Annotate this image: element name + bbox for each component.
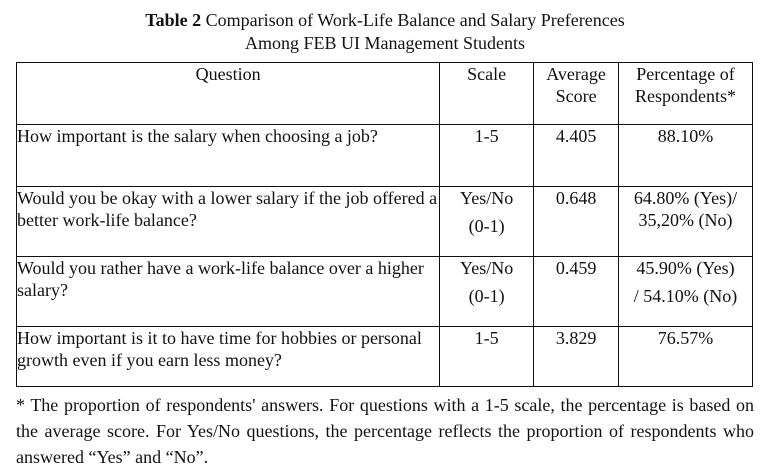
row-question: How important is the salary when choosing a job? — [17, 125, 440, 187]
header-question: Question — [17, 63, 440, 125]
row-scale — [440, 257, 534, 327]
table-row — [17, 257, 753, 327]
row-scale — [440, 187, 534, 257]
caption-title-line-2: Among FEB UI Management Students — [245, 33, 525, 53]
table-header-row — [17, 63, 753, 125]
header-percentage-line-1: Percentage of — [636, 64, 735, 84]
row-question: How important is it to have time for hobbies or personal growth even if you earn less money? — [17, 327, 440, 387]
comparison-table — [16, 62, 753, 387]
caption-line-1 — [0, 9, 770, 32]
row-scale-line-1: Yes/No — [460, 188, 514, 208]
row-question: Would you be okay with a lower salary if the job offered a better work-life balance? — [17, 187, 440, 257]
row-percentage-line-1: 64.80% (Yes)/ — [633, 188, 738, 208]
header-scale: Scale — [440, 63, 534, 125]
row-percentage-line-1: 45.90% (Yes) — [636, 258, 735, 278]
row-average: 4.405 — [534, 125, 619, 187]
row-question: Would you rather have a work-life balance over a higher salary? — [17, 257, 440, 327]
row-average: 3.829 — [534, 327, 619, 387]
table-row — [17, 187, 753, 257]
row-percentage-line-1: 88.10% — [657, 126, 714, 146]
row-scale-line-2: (0-1) — [468, 286, 505, 306]
row-percentage — [619, 257, 753, 327]
header-average-line-1: Average — [546, 64, 606, 84]
table-caption — [0, 9, 770, 55]
row-percentage-line-2: / 54.10% (No) — [633, 286, 738, 306]
row-average: 0.648 — [534, 187, 619, 257]
row-scale-line-1: 1-5 — [474, 328, 499, 348]
header-average-line-2: Score — [555, 86, 597, 106]
row-percentage-line-1: 76.57% — [657, 328, 714, 348]
row-scale-line-1: 1-5 — [474, 126, 499, 146]
header-percentage-line-2: Respondents* — [635, 86, 737, 106]
table-row — [17, 125, 753, 187]
header-percentage — [619, 63, 753, 125]
caption-title-line-1: Comparison of Work-Life Balance and Salary Preferences — [205, 10, 625, 30]
row-percentage — [619, 327, 753, 387]
row-scale-line-2: (0-1) — [468, 216, 505, 236]
table-row — [17, 327, 753, 387]
row-percentage-line-2: 35,20% (No) — [638, 210, 733, 230]
row-percentage — [619, 125, 753, 187]
header-average-score — [534, 63, 619, 125]
row-scale — [440, 327, 534, 387]
row-percentage — [619, 187, 753, 257]
caption-label: Table 2 — [145, 10, 202, 30]
row-scale — [440, 125, 534, 187]
row-scale-line-1: Yes/No — [460, 258, 514, 278]
table-footnote: * The proportion of respondents' answers. For questions with a 1-5 scale, the percentage is based on the average score. For Yes/No questions, the percentage reflects the proportion of respondents who answered “Yes” and “No”. — [16, 395, 754, 467]
row-average: 0.459 — [534, 257, 619, 327]
